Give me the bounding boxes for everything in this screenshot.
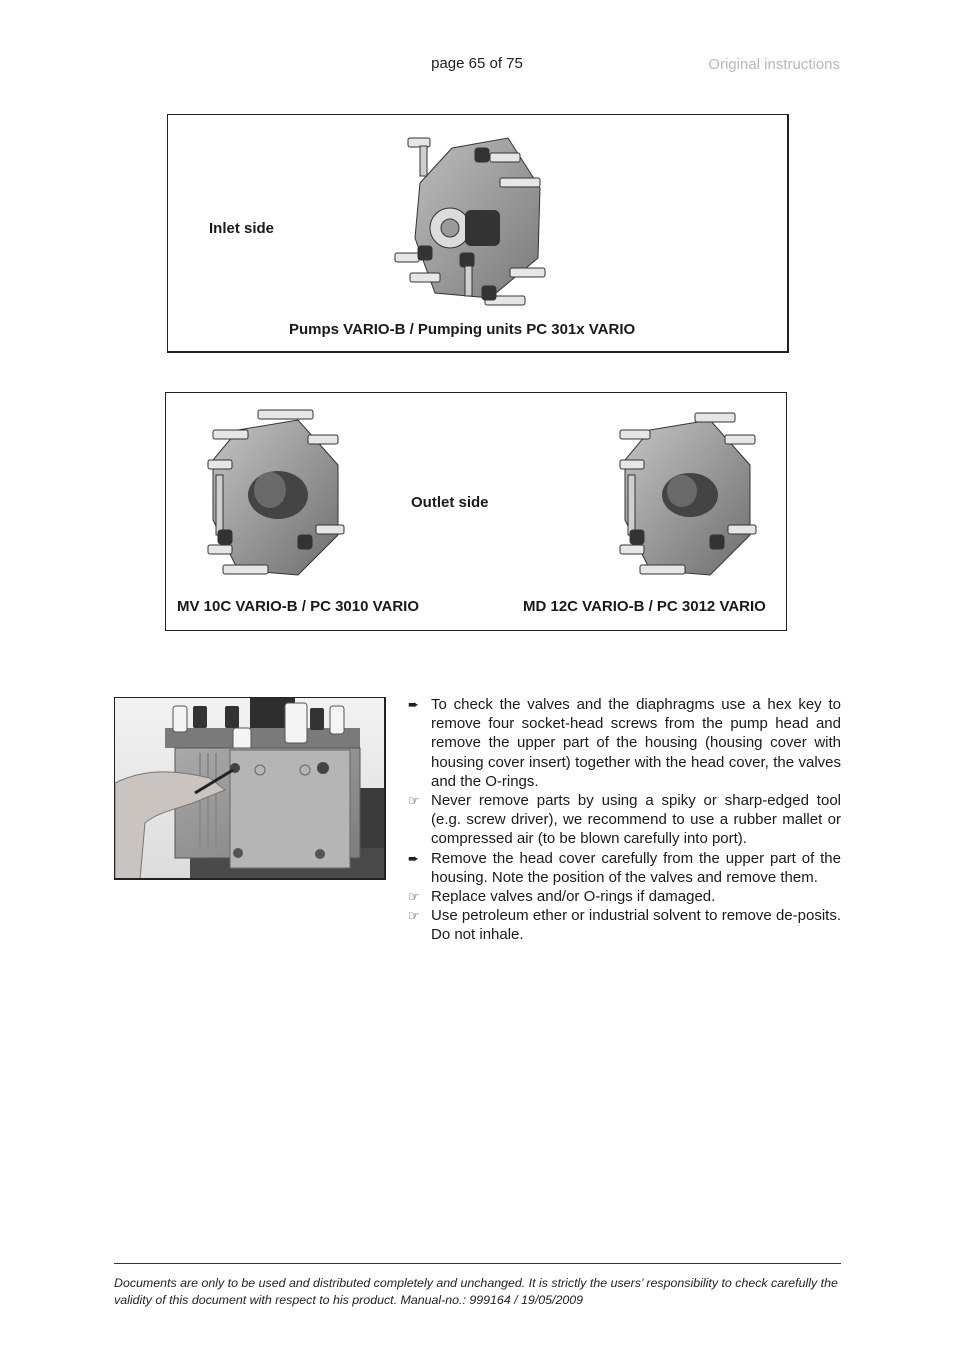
note-text: Never remove parts by using a spiky or sharp-edged tool (e.g. screw driver), we recommend to use a rubber mallet or compressed air (to be blown carefully into port). [431, 792, 841, 848]
pump-head-mv10c-drawing [198, 405, 348, 587]
instruction-text: Remove the head cover carefully from the upper part of the housing. Note the position of the valves and remove them. [431, 849, 841, 886]
instruction-list [408, 695, 841, 945]
mv10c-caption: MV 10C VARIO-B / PC 3010 VARIO [177, 598, 420, 615]
instruction-item [408, 695, 841, 791]
pointing-hand-icon: ☞ [408, 793, 420, 809]
arrow-right-icon: ➨ [408, 850, 419, 866]
page-number: page 65 of 75 [431, 55, 523, 72]
note-item [408, 791, 841, 849]
outlet-side-label: Outlet side [411, 494, 489, 511]
note-item [408, 906, 841, 944]
footer-disclaimer: Documents are only to be used and distributed completely and unchanged. It is strictly the users’ responsibility to check carefully the validity of this document with respect to his product. Manual-no.: 999164 / 19/05/2009 [114, 1276, 838, 1307]
note-text: Replace valves and/or O-rings if damaged. [431, 888, 716, 906]
pump-head-photo [114, 697, 386, 880]
pump-head-inlet-drawing [390, 128, 555, 318]
instruction-text: To check the valves and the diaphragms use a hex key to remove four socket-head screws from the pump head and remove the upper part of the housing (housing cover with housing cover insert) together with the head cover, the valves and the O-rings. [431, 696, 841, 790]
note-item [408, 887, 841, 906]
pump-head-md12c-drawing [610, 405, 760, 587]
original-instructions-label: Original instructions [708, 56, 840, 73]
inlet-figure-caption: Pumps VARIO-B / Pumping units PC 301x VARIO [289, 321, 636, 338]
footer-divider [114, 1263, 841, 1264]
instruction-item [408, 849, 841, 887]
pointing-hand-icon: ☞ [408, 908, 420, 924]
pointing-hand-icon: ☞ [408, 889, 420, 905]
arrow-right-icon: ➨ [408, 697, 419, 712]
note-text: Use petroleum ether or industrial solvent to remove de-posits. Do not inhale. [431, 907, 841, 944]
md12c-caption: MD 12C VARIO-B / PC 3012 VARIO [523, 598, 766, 615]
inlet-side-label: Inlet side [209, 220, 275, 237]
